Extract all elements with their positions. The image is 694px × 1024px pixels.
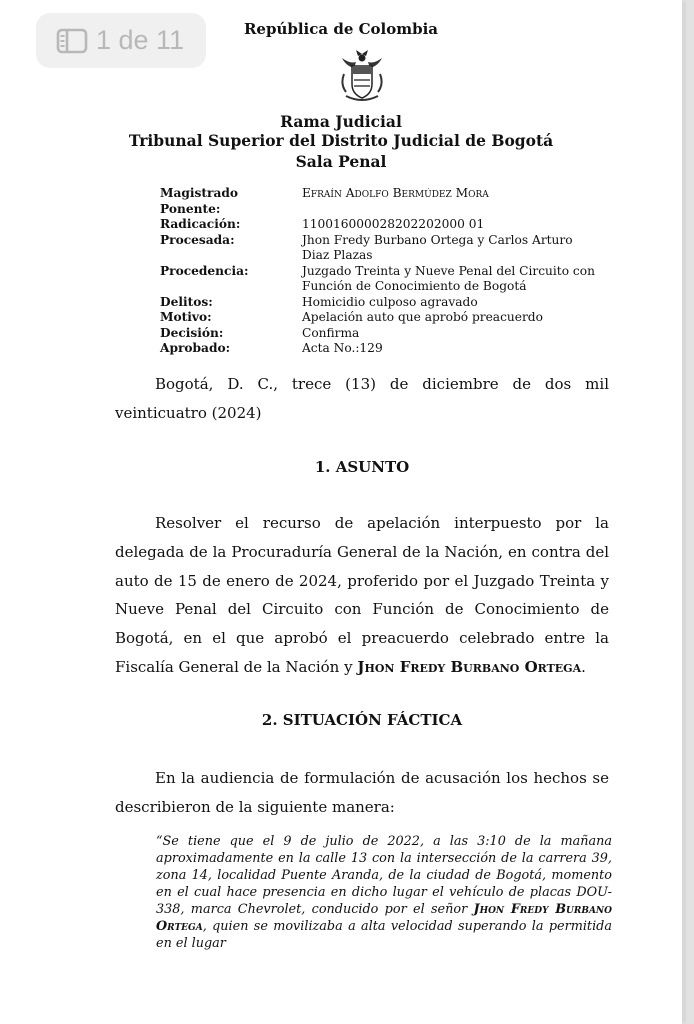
- branch-heading: Rama Judicial: [280, 112, 402, 131]
- meta-value: Acta No.:129: [302, 341, 383, 355]
- meta-key: Magistrado Ponente:: [160, 186, 238, 216]
- country-heading: República de Colombia: [243, 20, 439, 38]
- situacion-paragraph: [115, 764, 609, 822]
- page-edge: [684, 0, 694, 1024]
- asunto-end: .: [581, 657, 586, 676]
- date-line: Bogotá, D. C., trece (13) de diciembre de dos mil veinticuatro (2024): [115, 375, 609, 422]
- situacion-intro: En la audiencia de formulación de acusación los hechos se describieron de la siguiente manera:: [115, 769, 609, 816]
- meta-key: Aprobado:: [160, 341, 231, 355]
- meta-row: [160, 217, 600, 233]
- asunto-body: Resolver el recurso de apelación interpuesto por la delegada de la Procuraduría General de la Nación, en contra del auto de 15 de enero de 2024, proferido por el Juzgado Treinta y Nueve Penal del Circuito con Función de Conocimiento de Bogotá, en el que aprobó el preacuerdo celebrado entre la Fiscalía General de la Nación y: [115, 514, 609, 676]
- meta-key: Decisión:: [160, 325, 224, 340]
- chamber-heading: Sala Penal: [295, 152, 387, 171]
- page-counter-label: 1 de 11: [96, 25, 185, 55]
- meta-key: Radicación:: [160, 217, 241, 231]
- quote-start: “Se tiene que el 9 de julio de 2022, a las 3:10 de la mañana aproximadamente en la calle 13 con la intersección de la carrera 39, zona 14, localidad Puente Aranda, de la ciudad de Bogotá, momento en el cual hace presencia en dicho lugar el vehículo de placas DOU-338, marca Chevrolet, conducido por el señor: [156, 834, 612, 917]
- meta-row: [160, 326, 600, 342]
- meta-value: Confirma: [302, 325, 360, 340]
- quote-defendant-name: Jhon Fredy Burbano Ortega: [156, 902, 613, 934]
- facts-quote: [156, 833, 612, 952]
- meta-key: Motivo:: [160, 310, 212, 324]
- meta-value: Jhon Fredy Burbano Ortega y Carlos Arturo Diaz Plazas: [302, 232, 573, 262]
- coat-of-arms-icon: [336, 48, 388, 104]
- meta-row: [160, 341, 600, 357]
- defendant-name: Jhon Fredy Burbano Ortega: [357, 657, 582, 676]
- section-title-asunto: 1. ASUNTO: [314, 458, 410, 476]
- meta-row: [160, 186, 600, 217]
- quote-end: , quien se movilizaba a alta velocidad superando la permitida en el lugar: [156, 919, 612, 951]
- asunto-text: [115, 509, 609, 682]
- meta-value: Efraín Adolfo Bermúdez Mora: [302, 186, 489, 200]
- meta-row: [160, 310, 600, 326]
- meta-value: Homicidio culposo agravado: [302, 294, 478, 309]
- meta-row: [160, 233, 600, 264]
- page-counter[interactable]: [36, 13, 206, 68]
- meta-row: [160, 295, 600, 311]
- meta-row: [160, 264, 600, 295]
- meta-value: Apelación auto que aprobó preacuerdo: [302, 310, 543, 324]
- meta-key: Procedencia:: [160, 263, 249, 278]
- meta-value: 110016000028202202000 01: [302, 217, 485, 231]
- meta-key: Procesada:: [160, 232, 235, 247]
- meta-key: Delitos:: [160, 294, 213, 309]
- case-metadata: [160, 186, 600, 357]
- section-title-situacion: 2. SITUACIÓN FÁCTICA: [261, 711, 463, 729]
- sidebar-pages-icon: [56, 28, 88, 54]
- asunto-paragraph: [115, 509, 609, 682]
- meta-value: Juzgado Treinta y Nueve Penal del Circuito con Función de Conocimiento de Bogotá: [302, 263, 595, 293]
- date-paragraph: [115, 370, 609, 428]
- court-heading: Tribunal Superior del Distrito Judicial de Bogotá: [128, 131, 554, 150]
